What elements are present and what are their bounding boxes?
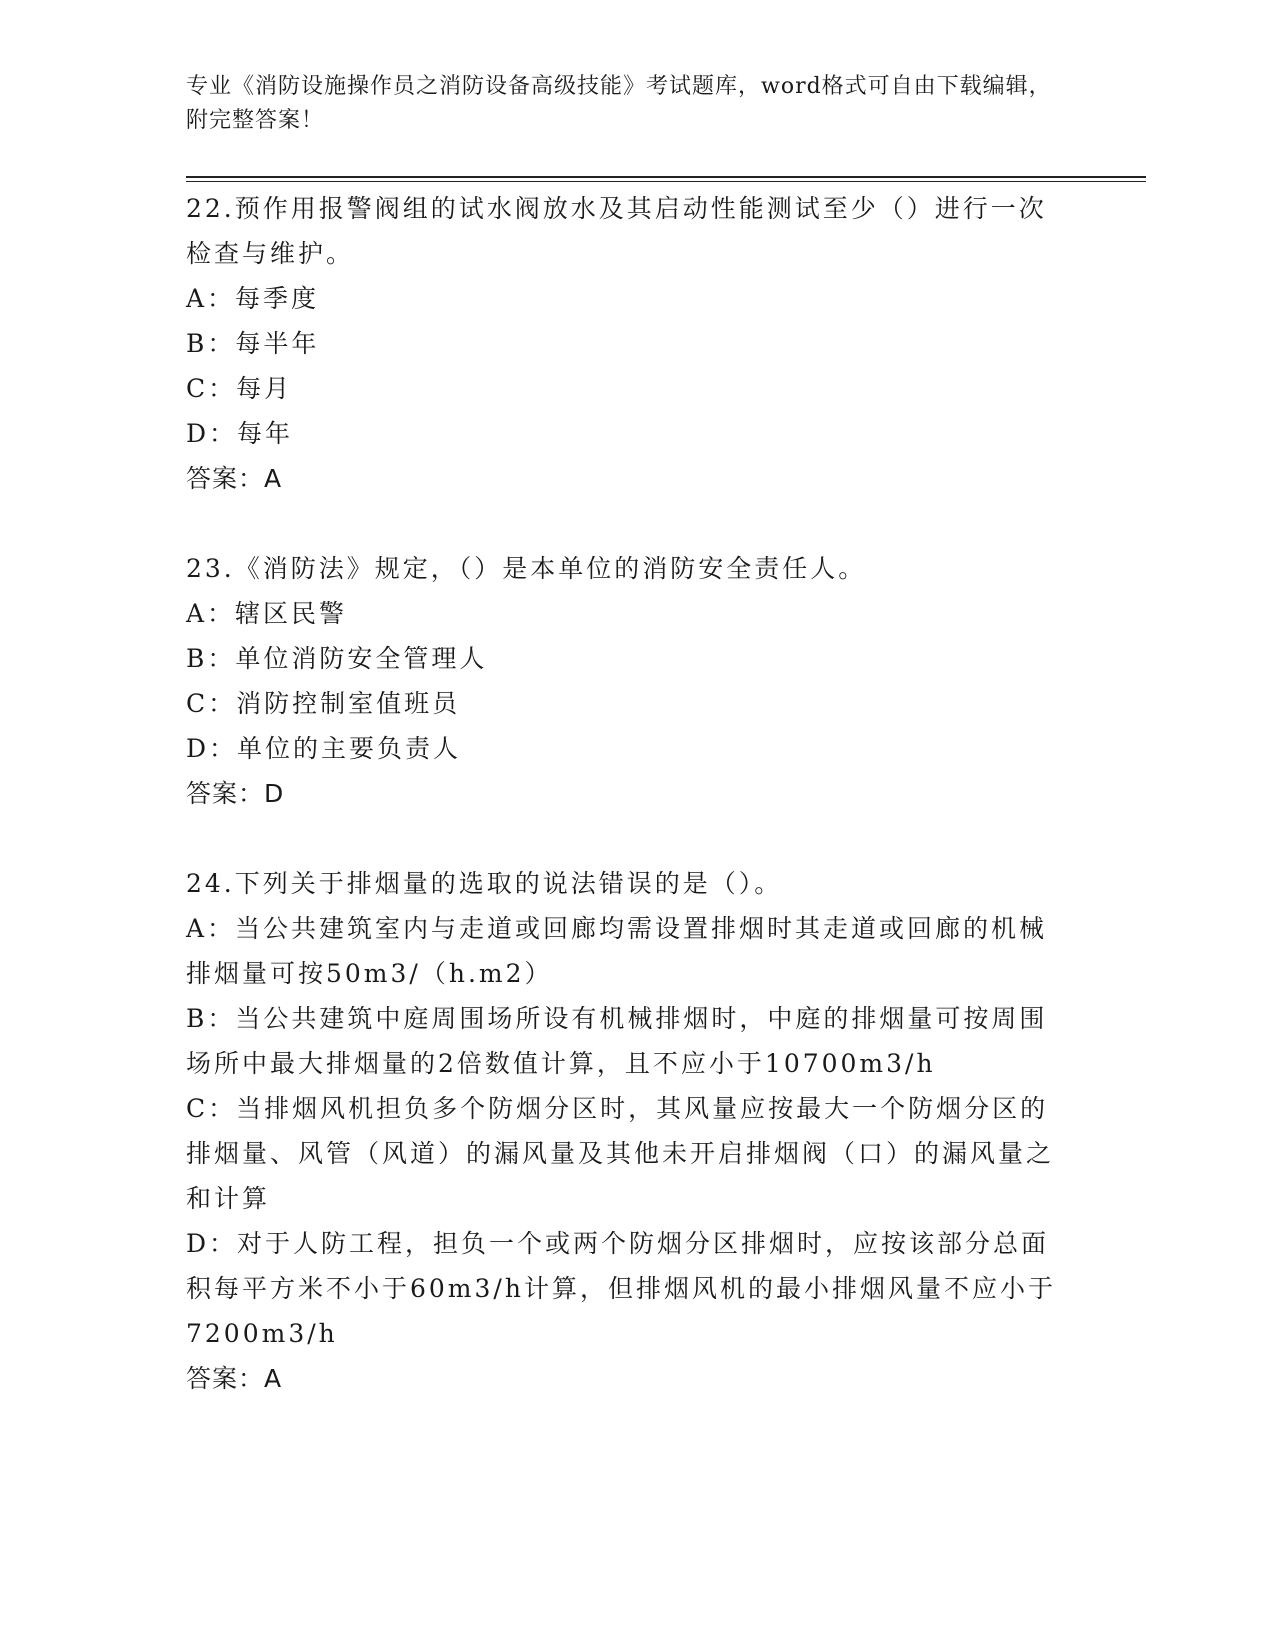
option-d: D：单位的主要负责人: [186, 734, 462, 763]
header-rule-thick: [186, 176, 1146, 178]
option-c: C：当排烟风机担负多个防烟分区时，其风量应按最大一个防烟分区的排烟量、风管（风道）的漏风量及其他未开启排烟阀（口）的漏风量之和计算: [186, 1094, 1055, 1213]
option-a: A：当公共建筑室内与走道或回廊均需设置排烟时其走道或回廊的机械排烟量可按50m3/（h.m2）: [186, 914, 1048, 988]
option-d: D：每年: [186, 419, 294, 448]
question-stem: 22.预作用报警阀组的试水阀放水及其启动性能测试至少（）进行一次检查与维护。: [186, 194, 1047, 268]
question-22: [186, 186, 1066, 501]
answer: 答案：A: [186, 1364, 283, 1393]
option-a: A：辖区民警: [186, 599, 348, 628]
option-b: B：每半年: [186, 329, 320, 358]
answer: 答案：A: [186, 464, 283, 493]
question-stem: 24.下列关于排烟量的选取的说法错误的是（）。: [186, 869, 783, 898]
spacer: [186, 816, 1066, 861]
option-d: D：对于人防工程，担负一个或两个防烟分区排烟时，应按该部分总面积每平方米不小于60m3/h计算，但排烟风机的最小排烟风量不应小于7200m3/h: [186, 1229, 1056, 1348]
question-list: [186, 186, 1066, 1401]
option-b: B：单位消防安全管理人: [186, 644, 488, 673]
question-24: [186, 861, 1066, 1401]
answer: 答案：D: [186, 779, 285, 808]
option-c: C：消防控制室值班员: [186, 689, 461, 718]
header-rule-thin: [186, 181, 1146, 182]
spacer: [186, 501, 1066, 546]
option-a: A：每季度: [186, 284, 320, 313]
option-c: C：每月: [186, 374, 293, 403]
question-23: [186, 546, 1066, 816]
header-text: 专业《消防设施操作员之消防设备高级技能》考试题库，word格式可自由下载编辑，附完整答案！: [186, 74, 1052, 133]
question-stem: 23.《消防法》规定，（）是本单位的消防安全责任人。: [186, 554, 867, 583]
option-b: B：当公共建筑中庭周围场所设有机械排烟时，中庭的排烟量可按周围场所中最大排烟量的2倍数值计算，且不应小于10700m3/h: [186, 1004, 1048, 1078]
